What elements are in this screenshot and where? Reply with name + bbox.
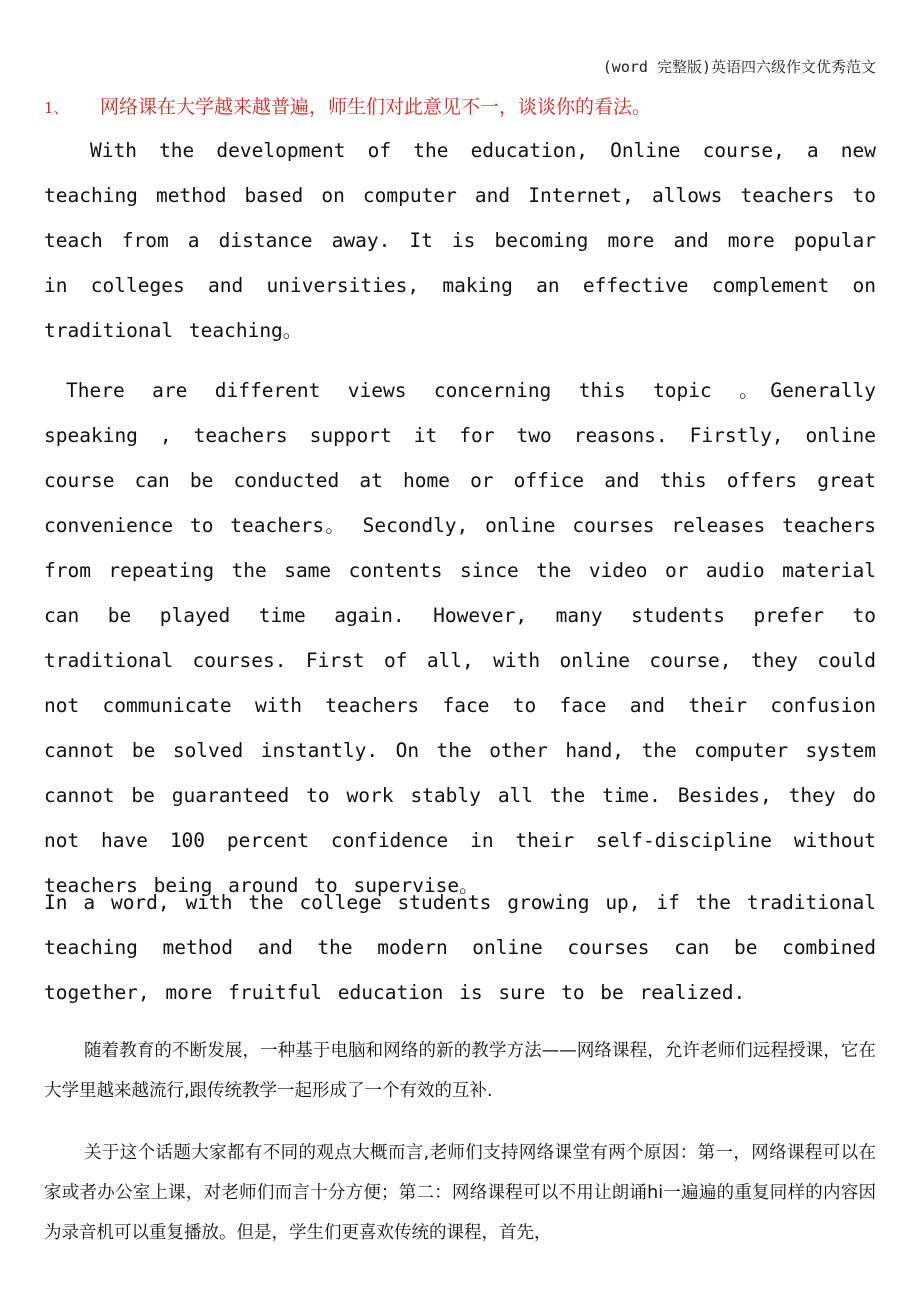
translation-paragraph-2: 关于这个话题大家都有不同的观点大概而言,老师们支持网络课堂有两个原因：第一，网络课程可以在家或者办公室上课，对老师们而言十分方便；第二：网络课程可以不用让朗诵hi一遍遍的重复同样的内容因为录音机可以重复播放。但是，学生们更喜欢传统的课程，首先，: [44, 1143, 876, 1243]
translation-paragraph-1: 随着教育的不断发展，一种基于电脑和网络的新的教学方法——网络课程，允许老师们远程授课，它在大学里越来越流行,跟传统教学一起形成了一个有效的互补.: [44, 1041, 876, 1101]
essay-paragraph-conclusion: In a word, with the college students growing up, if the traditional teaching method and the modern online courses can be combined together, more fruitful education is sure to be realized.: [44, 891, 876, 1004]
page-header: (word 完整版)英语四六级作文优秀范文: [602, 58, 876, 76]
essay-paragraph-body: There are different views concerning this topic 。Generally speaking , teachers support it for two reasons. Firstly, online course can be conducted at home or office and this offers great convenience to teachers。 Secondly, online courses releases teachers from repeating the same contents since the video or audio material can be played time again. However, many students prefer to traditional courses. First of all, with online course, they could not communicate with teachers face to face and their confusion cannot be solved instantly. On the other hand, the computer system cannot be guaranteed to work stably all the time. Besides, they do not have 100 percent confidence in their self-discipline without teachers being around to supervise。: [44, 379, 876, 897]
essay-question: [44, 92, 884, 119]
question-text: 网络课在大学越来越普遍，师生们对此意见不一，谈谈你的看法。: [100, 96, 652, 118]
question-number: 1、: [44, 99, 69, 117]
essay-paragraph-intro: With the development of the education, Online course, a new teaching method based on computer and Internet, allows teachers to teach from a distance away. It is becoming more and more popular in colleges and universities, making an effective complement on traditional teaching。: [44, 139, 876, 342]
